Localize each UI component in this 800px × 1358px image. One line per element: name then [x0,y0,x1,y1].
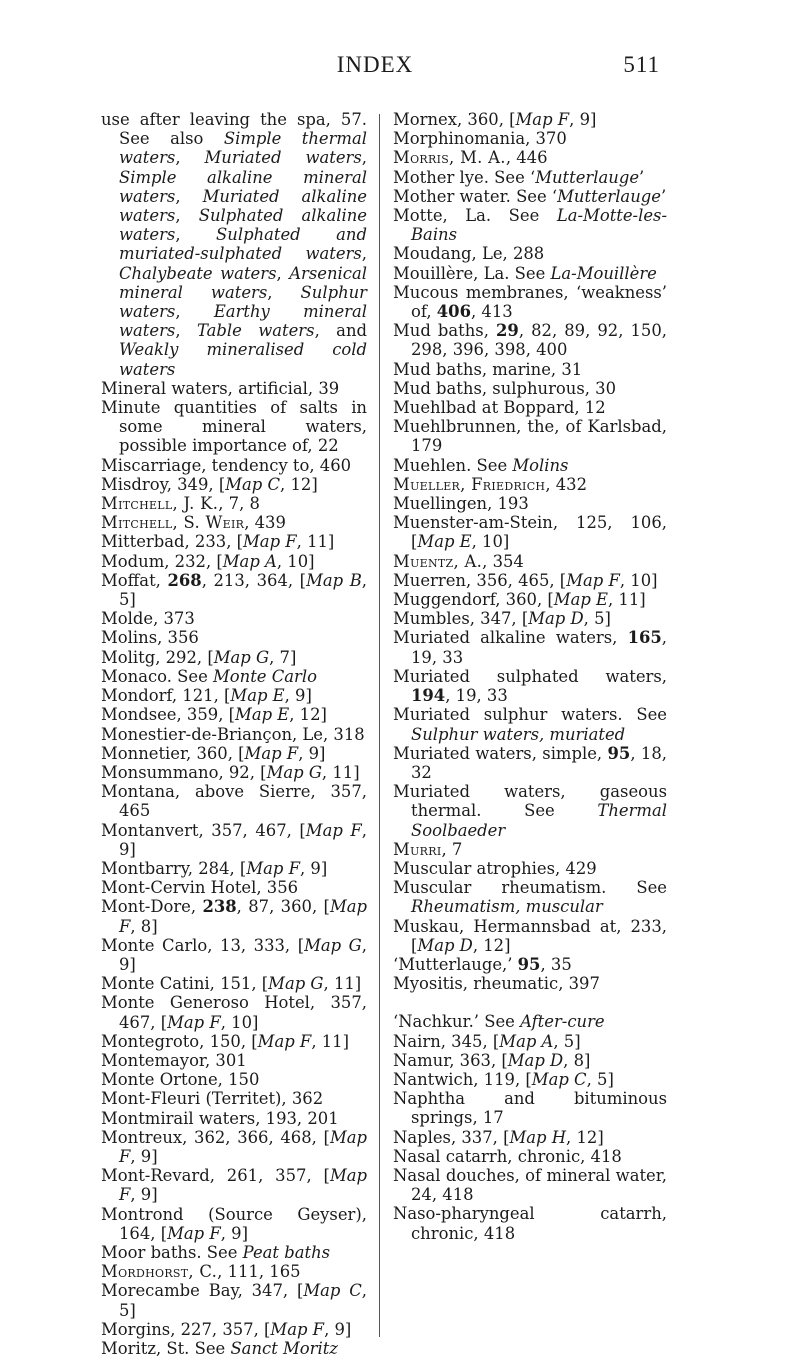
index-entry: Muriated alkaline waters, 165, 19, 33 [393,628,667,667]
index-column-right [393,110,667,1243]
page-title: INDEX [336,52,414,77]
index-entry: ‘Nachkur.’ See After-cure [393,1012,605,1032]
page-number: 511 [623,52,660,77]
index-entry: Montreux, 362, 366, 468, [Map F, 9] [101,1127,367,1166]
index-entry: Mucous membranes, ‘weakness’ of, 406, 413 [393,282,667,322]
index-entry: Nairn, 345, [Map A, 5] [393,1031,581,1051]
index-entry: Naso-pharyngeal catarrh, chronic, 418 [393,1204,667,1243]
index-entry: Mud baths, marine, 31 [393,359,583,379]
index-entry: Moffat, 268, 213, 364, [Map B, 5] [101,570,367,610]
column-divider [379,114,380,1337]
index-entry: Miscarriage, tendency to, 460 [101,455,352,475]
index-entry: Naples, 337, [Map H, 12] [393,1127,604,1147]
index-entry: Montrond (Source Geyser), 164, [Map F, 9] [101,1204,367,1243]
index-entry: Molitg, 292, [Map G, 7] [101,647,297,667]
index-entry: Mitchell, J. K., 7, 8 [101,494,260,514]
section-gap [393,993,667,1012]
index-entry: Moritz, St. See Sanct Moritz [101,1339,338,1358]
index-entry: Modum, 232, [Map A, 10] [101,551,315,571]
index-entry: Muscular rheumatism. See Rheumatism, muscular [393,878,667,917]
index-entry: Morphinomania, 370 [393,129,567,149]
index-entry: Mont-Cervin Hotel, 356 [101,878,299,898]
index-entry: Muentz, A., 354 [393,551,524,571]
index-entry: Mother lye. See ‘Mutterlauge’ [393,167,645,187]
index-entry: Montegroto, 150, [Map F, 11] [101,1031,349,1051]
index-entry: Morecambe Bay, 347, [Map C, 5] [101,1281,367,1320]
index-entry: Muggendorf, 360, [Map E, 11] [393,590,646,610]
index-entry: Misdroy, 349, [Map C, 12] [101,474,318,494]
index-entry: Namur, 363, [Map D, 8] [393,1050,591,1070]
page-header [90,52,660,82]
index-entry: Moor baths. See Peat baths [101,1242,331,1262]
index-entry: Naphtha and bituminous springs, 17 [393,1089,667,1128]
index-entry: Motte, La. See La-Motte-les-Bains [393,206,667,245]
index-entry: Montanvert, 357, 467, [Map F, 9] [101,820,367,859]
index-entry: Monte Ortone, 150 [101,1070,260,1090]
index-entry: Muehlbad at Boppard, 12 [393,398,606,418]
index-entry: Murri, 7 [393,839,463,859]
index-entry: Mud baths, sulphurous, 30 [393,378,617,398]
index-entry: Mouillère, La. See La-Mouillère [393,263,657,283]
index-column-left [101,110,367,1358]
index-entry: Minute quantities of salts in some mineral waters, possible importance of, 22 [101,398,367,456]
index-entry: Nasal douches, of mineral water, 24, 418 [393,1165,667,1205]
index-entry: Montmirail waters, 193, 201 [101,1108,339,1128]
index-entry: Muenster-am-Stein, 125, 106, [Map E, 10] [393,513,667,552]
index-entry: Mud baths, 29, 82, 89, 92, 150, 298, 396, 398, 400 [393,321,667,360]
index-entry: Morgins, 227, 357, [Map F, 9] [101,1319,352,1339]
index-entry: Monte Generoso Hotel, 357, 467, [Map F, 10] [101,993,367,1032]
index-entry: Mont-Revard, 261, 357, [Map F, 9] [101,1166,367,1205]
index-entry: Monte Catini, 151, [Map G, 11] [101,974,362,994]
index-entry: Nantwich, 119, [Map C, 5] [393,1069,614,1089]
index-entry: Muriated waters, gaseous thermal. See Thermal Soolbaeder [393,782,667,840]
index-entry: Molins, 356 [101,628,199,648]
index-entry: Monnetier, 360, [Map F, 9] [101,743,326,763]
index-entry: Muscular atrophies, 429 [393,858,597,878]
index-entry: ‘Mutterlauge,’ 95, 35 [393,954,572,974]
index-entry: Montbarry, 284, [Map F, 9] [101,858,328,878]
index-entry: Mother water. See ‘Mutterlauge’ [393,186,667,206]
index-entry: Muerren, 356, 465, [Map F, 10] [393,570,658,590]
index-entry: Mueller, Friedrich, 432 [393,474,588,494]
index-entry: Mont-Dore, 238, 87, 360, [Map F, 8] [101,897,367,936]
index-entry: Mornex, 360, [Map F, 9] [393,110,597,129]
index-entry: Moudang, Le, 288 [393,244,545,264]
index-entry: Myositis, rheumatic, 397 [393,974,600,994]
index-entry: Muehlen. See Molins [393,455,569,475]
index-entry: use after leaving the spa, 57. See also Simple thermal waters, Muriated waters, Simple alkaline mineral waters, Muriated alkaline waters, Sulphated alkaline waters, Sulphated and muriated-sulphated waters, Chalybeate waters, Arsenical mineral waters, Sulphur waters, Earthy mineral waters, Table waters, and Weakly mineralised cold waters [101,110,368,379]
index-entry: Monaco. See Monte Carlo [101,666,317,686]
index-entry: Monsummano, 92, [Map G, 11] [101,762,360,782]
index-entry: Muriated sulphated waters, 194, 19, 33 [393,666,667,706]
index-entry: Mordhorst, C., 111, 165 [101,1262,301,1282]
index-entry: Monestier-de-Briançon, Le, 318 [101,724,365,744]
index-entry: Montana, above Sierre, 357, 465 [101,782,367,821]
index-entry: Mineral waters, artificial, 39 [101,378,340,398]
index-entry: Molde, 373 [101,609,195,629]
index-entry: Muskau, Hermannsbad at, 233, [Map D, 12] [393,916,667,955]
index-entry: Muriated sulphur waters. See Sulphur waters, muriated [393,705,667,744]
index-entry: Mondorf, 121, [Map E, 9] [101,686,312,706]
index-entry: Muriated waters, simple, 95, 18, 32 [393,743,667,782]
index-entry: Montemayor, 301 [101,1050,247,1070]
index-entry: Mitterbad, 233, [Map F, 11] [101,532,335,552]
index-entry: Monte Carlo, 13, 333, [Map G, 9] [101,935,367,974]
index-entry: Mondsee, 359, [Map E, 12] [101,705,327,725]
index-entry: Nasal catarrh, chronic, 418 [393,1146,622,1166]
index-entry: Mumbles, 347, [Map D, 5] [393,609,611,629]
index-entry: Muehlbrunnen, the, of Karlsbad, 179 [393,417,667,456]
index-entry: Morris, M. A., 446 [393,148,548,168]
index-entry: Mitchell, S. Weir, 439 [101,513,286,533]
index-entry: Muellingen, 193 [393,494,529,514]
index-entry: Mont-Fleuri (Territet), 362 [101,1089,324,1109]
